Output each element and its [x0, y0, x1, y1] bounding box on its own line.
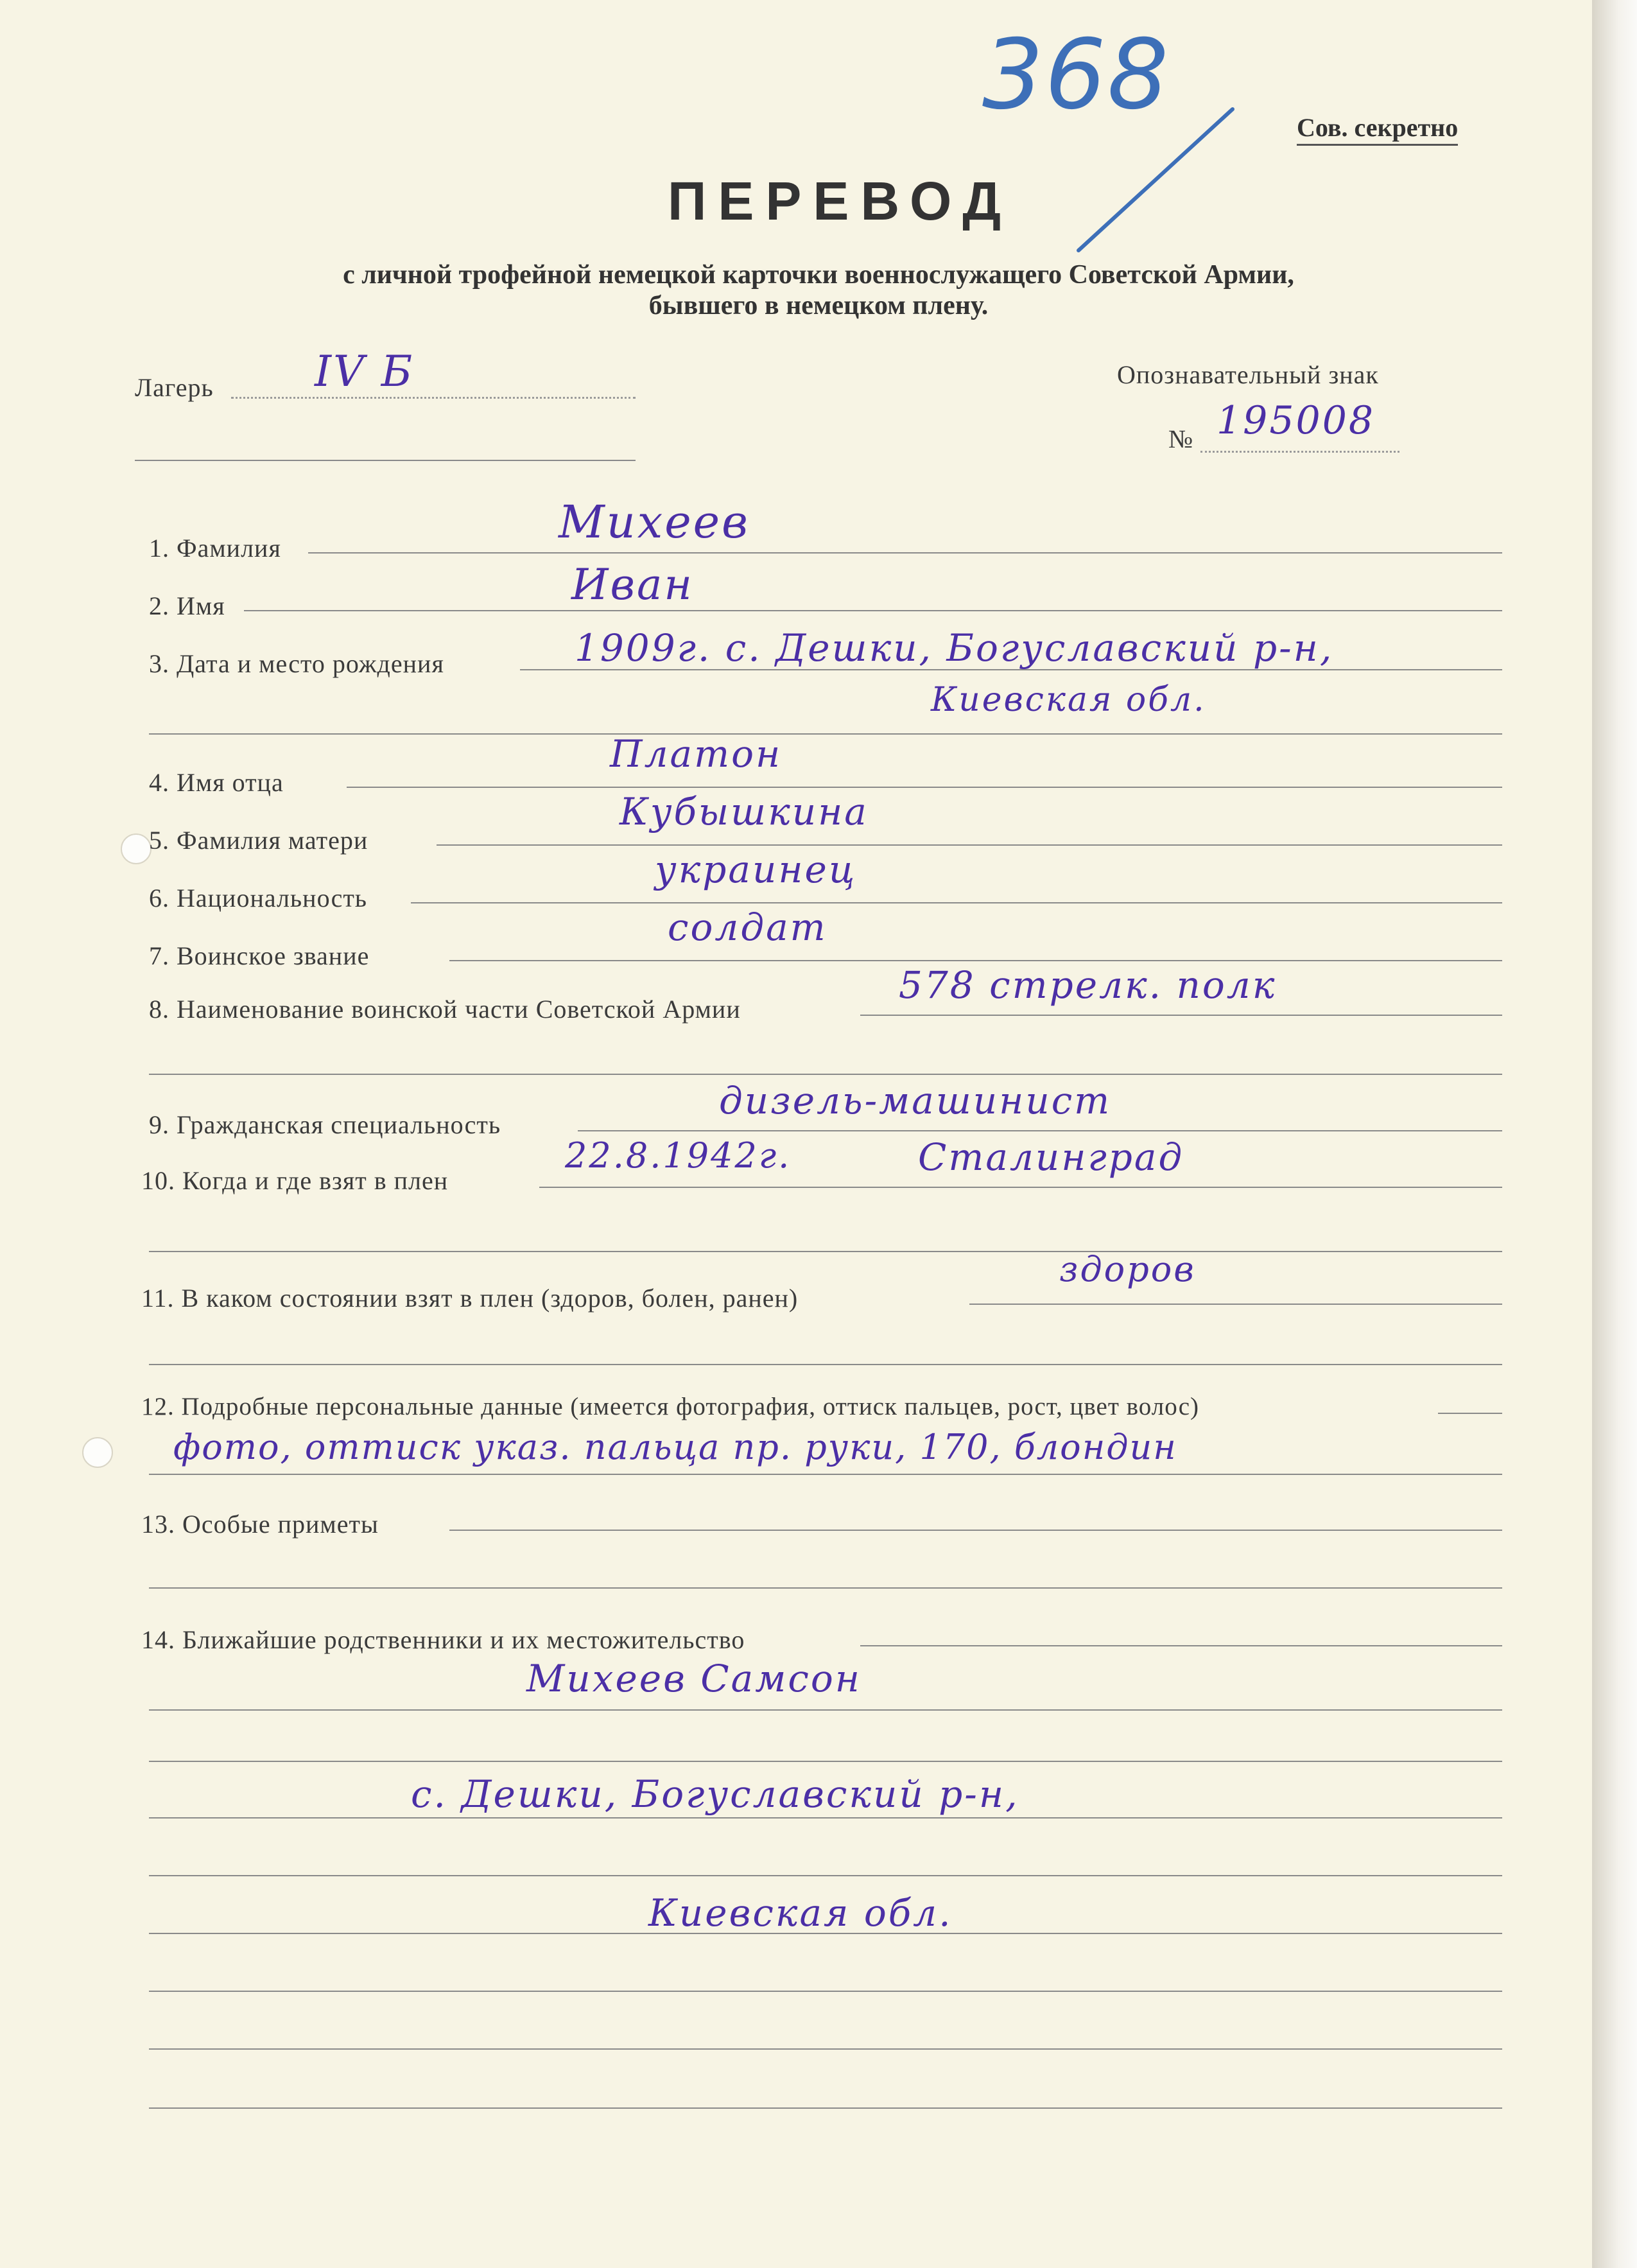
id-dotted-line [1200, 451, 1399, 453]
field-line [149, 1875, 1502, 1876]
field-line [969, 1304, 1502, 1305]
field-label-personal-data: 12. Подробные персональные данные (имеется фотография, оттиск пальцев, рост, цвет волос) [141, 1393, 1199, 1420]
camp-dotted-line [231, 397, 636, 399]
field-label-special-marks: 13. Особые приметы [141, 1510, 379, 1539]
classification-label: Сов. секретно [1297, 112, 1458, 146]
document-subtitle-line2: бывшего в немецком плену. [648, 291, 989, 320]
id-tag-value: 195008 [1217, 398, 1376, 443]
field-label-condition: 11. В каком состоянии взят в плен (здоров, болен, ранен) [141, 1284, 799, 1313]
field-label-mother: 5. Фамилия матери [149, 826, 368, 855]
page-edge [1592, 0, 1637, 2268]
camp-label: Лагерь [135, 373, 214, 402]
field-label-relatives: 14. Ближайшие родственники и их местожительство [141, 1625, 745, 1654]
field-line [149, 1991, 1502, 1992]
document-title: ПЕРЕВОД [668, 171, 1013, 231]
camp-value: IV Б [315, 347, 415, 396]
field-line [860, 1645, 1502, 1646]
field-line [149, 1474, 1502, 1475]
field-value-personal-data: фото, оттиск указ. пальца пр. руки, 170, блондин [173, 1427, 1177, 1467]
field-value-relatives-line2: с. Дешки, Богуславский р-н, [411, 1772, 1019, 1816]
field-value-rank: солдат [668, 905, 827, 949]
field-line [860, 1015, 1502, 1016]
field-value-mother: Кубышкина [619, 790, 869, 833]
field-label-surname: 1. Фамилия [149, 534, 281, 563]
field-line [149, 1364, 1502, 1365]
field-value-birth-line1: 1909г. с. Дешки, Богуславский р-н, [575, 626, 1334, 670]
field-value-nationality: украинец [655, 848, 857, 891]
archive-number-slash [1066, 96, 1245, 263]
field-value-relatives-line3: Киевская обл. [648, 1891, 953, 1935]
field-label-first-name: 2. Имя [149, 591, 225, 620]
field-line [149, 1933, 1502, 1934]
field-line [437, 844, 1502, 846]
field-value-father: Платон [610, 732, 783, 776]
field-line [449, 960, 1502, 961]
field-label-birth: 3. Дата и место рождения [149, 649, 444, 678]
field-line [149, 1074, 1502, 1075]
field-value-first-name: Иван [571, 560, 694, 609]
field-line [149, 2107, 1502, 2109]
field-label-unit: 8. Наименование воинской части Советской Армии [149, 995, 741, 1024]
field-line [149, 1251, 1502, 1252]
field-line [149, 2048, 1502, 2050]
field-line [149, 1817, 1502, 1819]
id-tag-label: Опознавательный знак [1117, 360, 1379, 389]
field-line [244, 610, 1502, 611]
field-value-relatives-line1: Михеев Самсон [526, 1657, 862, 1700]
field-label-nationality: 6. Национальность [149, 884, 368, 912]
field-line [449, 1530, 1502, 1531]
field-value-captured-date: 22.8.1942г. [565, 1135, 792, 1176]
document-subtitle-line1: с личной трофейной немецкой карточки военнослужащего Советской Армии, [343, 260, 1294, 290]
punch-hole [82, 1437, 113, 1468]
field-value-unit: 578 стрелк. полк [899, 963, 1277, 1007]
id-number-label: № [1168, 424, 1194, 453]
field-line [149, 1587, 1502, 1589]
field-value-surname: Михеев [559, 496, 750, 548]
field-line [1438, 1413, 1502, 1414]
field-line [149, 1709, 1502, 1711]
field-label-profession: 9. Гражданская специальность [149, 1110, 501, 1139]
field-line [578, 1130, 1502, 1131]
field-label-captured: 10. Когда и где взят в плен [141, 1166, 449, 1195]
field-label-rank: 7. Воинское звание [149, 941, 370, 970]
field-line [411, 902, 1502, 903]
field-value-birth-line2: Киевская обл. [931, 681, 1206, 719]
field-value-profession: дизель-машинист [719, 1079, 1112, 1122]
punch-hole [121, 833, 152, 864]
field-line [347, 787, 1502, 788]
field-line [149, 1761, 1502, 1762]
field-line [539, 1187, 1502, 1188]
camp-blank-line [135, 460, 636, 461]
field-label-father: 4. Имя отца [149, 768, 284, 797]
field-line [308, 552, 1502, 554]
field-value-captured-place: Сталинград [918, 1135, 1184, 1179]
field-value-condition: здоров [1059, 1249, 1196, 1289]
archive-number: 368 [982, 19, 1170, 131]
field-line [149, 733, 1502, 735]
